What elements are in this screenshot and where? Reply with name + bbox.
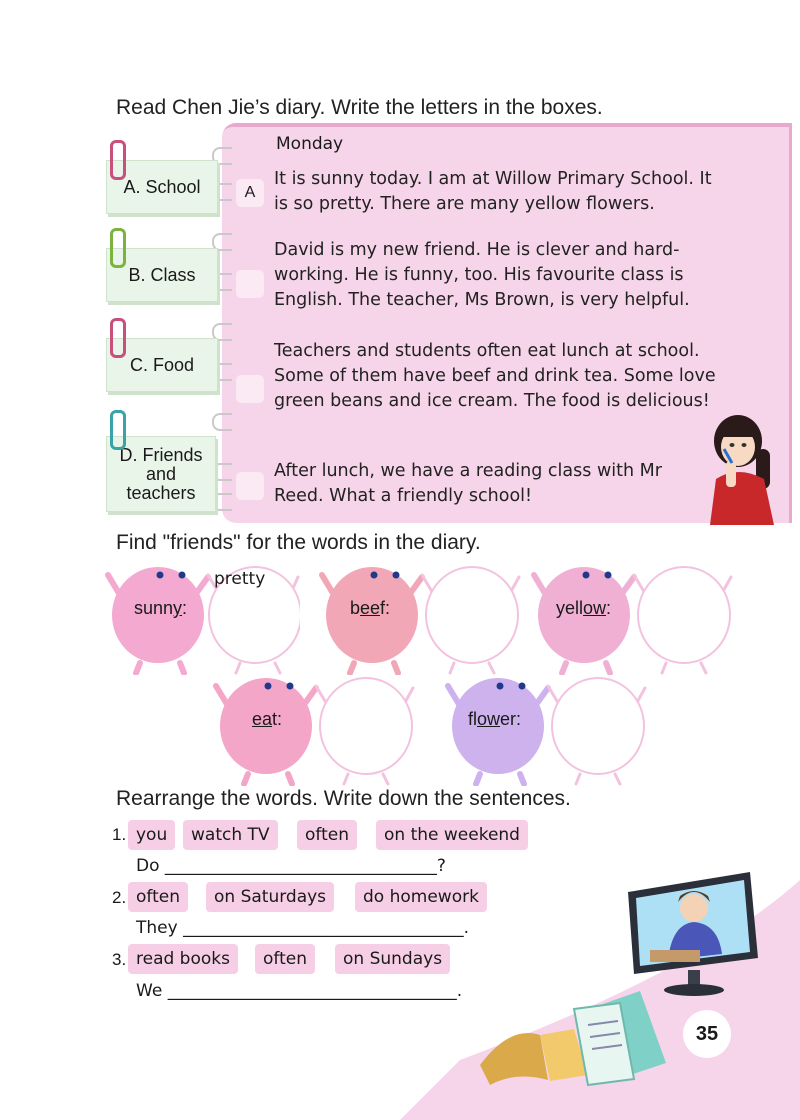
word-chip: read books	[128, 944, 238, 974]
sentence-line-2[interactable]: They _________________________________.	[136, 918, 469, 938]
sentence-line-1[interactable]: Do ________________________________?	[136, 856, 446, 876]
diary-paragraph-2: David is my new friend. He is clever and hard-working. He is funny, too. His favourite class is English. The teacher, Ms Brown, is very helpful.	[274, 240, 690, 310]
diary-paragraph-1: It is sunny today. I am at Willow Primary School. It is so pretty. There are many yellow flowers.	[274, 169, 712, 214]
answer-box-3[interactable]	[236, 375, 264, 403]
word-chip: often	[255, 944, 315, 974]
item-number: 2.	[112, 888, 127, 907]
word-chip: on Sundays	[335, 944, 450, 974]
paper-clip-icon	[110, 410, 126, 450]
word-chip: you	[128, 820, 175, 850]
blob-pair-eat	[208, 666, 418, 786]
tab-class: B. Class	[106, 248, 218, 302]
exercise-heading-2: Find "friends" for the words in the diary.	[116, 531, 481, 554]
answer-box-2[interactable]	[236, 270, 264, 298]
word-sunny: sunny:	[134, 598, 188, 618]
answer-box-4[interactable]	[236, 472, 264, 500]
diary-paragraph-4: After lunch, we have a reading class with Mr Reed. What a friendly school!	[274, 461, 662, 506]
tab-school: A. School	[106, 160, 218, 214]
blob-pair-beef	[314, 555, 524, 675]
page-number: 35	[683, 1010, 731, 1058]
word-chip: on Saturdays	[206, 882, 334, 912]
item-number: 1.	[112, 825, 127, 844]
exercise-heading-3: Rearrange the words. Write down the sentences.	[116, 787, 571, 810]
books-illustration	[470, 985, 690, 1095]
answer-box-1[interactable]: A	[236, 179, 264, 207]
word-yellow: yellow:	[556, 598, 612, 618]
diary-day: Monday	[276, 134, 344, 154]
word-chip: often	[128, 882, 188, 912]
paper-clip-icon	[110, 140, 126, 180]
paper-clip-icon	[110, 228, 126, 268]
word-flower: flower:	[468, 709, 522, 729]
answer-sunny[interactable]: pretty	[214, 569, 266, 589]
word-eat: eat:	[252, 709, 283, 729]
tab-food: C. Food	[106, 338, 218, 392]
word-chip: often	[297, 820, 357, 850]
girl-illustration	[696, 405, 788, 525]
word-chip: on the weekend	[376, 820, 528, 850]
paper-clip-icon	[110, 318, 126, 358]
tab-friends-and-teachers: D. Friends and teachers	[106, 436, 216, 512]
word-beef: beef:	[350, 598, 391, 618]
computer-monitor-illustration	[622, 862, 762, 998]
exercise-heading-1: Read Chen Jie’s diary. Write the letters in the boxes.	[116, 96, 603, 119]
blob-pair-sunny	[100, 555, 300, 675]
item-number: 3.	[112, 950, 127, 969]
word-chip: watch TV	[183, 820, 278, 850]
word-chip: do homework	[355, 882, 487, 912]
sentence-line-3[interactable]: We __________________________________.	[136, 981, 463, 1001]
diary-paragraph-3: Teachers and students often eat lunch at school. Some of them have beef and drink tea. Some love green beans and ice cream. The food is delicious!	[274, 341, 716, 411]
